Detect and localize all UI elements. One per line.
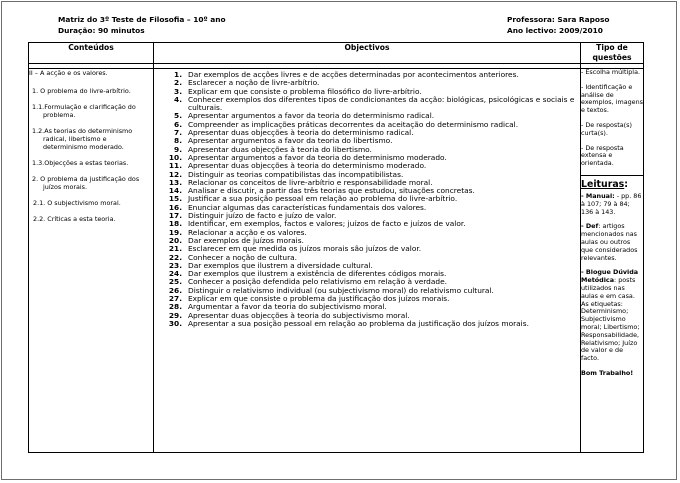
blog-text: : posts utilizados nas aulas e em casa. As etiquetas: Determinismo; Subjectivismo moral; Libertismo; Responsabilidade, Relativismo; Juízo de valor e de facto. (581, 276, 640, 363)
objective-number: 30. (168, 318, 182, 328)
content-subtopic: 2.1. O subjectivismo moral. (33, 199, 121, 207)
objective-text: Apresentar duas objecções à teoria do determinismo moderado. (188, 161, 427, 171)
objective-number: 14. (168, 186, 182, 196)
objective-number: 18. (168, 219, 182, 229)
header-objectivos: Objectivos (154, 43, 581, 64)
manual-label: - Manual: (581, 191, 615, 200)
question-type: - Identificação e análise de exemplos, imagens e textos. (581, 82, 643, 115)
def-text: : artigos mencionados nas aulas ou outros que considerados relevantes. (581, 222, 638, 262)
content-subtopic: 1.3.Objecções a estas teorias. (32, 159, 129, 167)
objective-text: Esclarecer em que medida os juízos morais são juízos de valor. (188, 244, 422, 254)
objective-text: Conhecer a posição defendida pelo relativismo em relação à verdade. (188, 277, 447, 287)
header-right (507, 14, 609, 36)
objective-number: 21. (168, 244, 182, 254)
objective-text: Compreender as implicações práticas decorrentes da aceitação do determinismo radical. (188, 119, 519, 129)
objective-text: Apresentar argumentos a favor da teoria do libertismo. (188, 136, 393, 146)
reading-blog (581, 269, 643, 363)
objective-item (154, 320, 580, 328)
teacher-name: Professora: Sara Raposo (507, 15, 610, 24)
objective-text: Distinguir o relativismo individual (ou subjectivismo moral) do relativismo cultural. (188, 285, 494, 295)
objective-number: 1. (174, 70, 182, 79)
objective-text: Apresentar argumentos a favor da teoria do determinismo radical. (188, 111, 435, 121)
objectives-list (154, 69, 580, 328)
blog-label: - Blogue Dúvida Metódica (581, 268, 639, 285)
header-tipo-questoes: Tipo de questões (581, 43, 644, 64)
objective-number: 16. (168, 202, 182, 212)
objective-number: 13. (168, 177, 182, 187)
objective-number: 27. (168, 294, 182, 304)
header-conteudos: Conteúdos (29, 43, 154, 64)
objective-item (154, 96, 580, 113)
manual-pages: - pp. 86 à 107; 79 à 84; 136 à 143. (581, 191, 642, 216)
objective-number: 29. (168, 310, 182, 320)
question-type: - De resposta(s) curta(s). (581, 120, 633, 137)
matrix-table (28, 42, 644, 453)
objective-number: 3. (174, 86, 182, 96)
objective-number: 5. (174, 111, 182, 121)
content-subtopic: 1.2.As teorias do determinismo radical, libertismo e determinismo moderado. (32, 127, 133, 151)
objective-number: 7. (174, 128, 182, 138)
objective-text: Conhecer exemplos dos diferentes tipos de condicionantes da acção: biológicas, psicológicas e sociais e culturais. (188, 94, 575, 113)
objective-text: Relacionar os conceitos de livre-arbítrio e responsabilidade moral. (188, 177, 433, 187)
content-subtopic: 1.1.Formulação e clarificação do problema. (32, 103, 136, 119)
test-title: Matriz do 3º Teste de Filosofia – 10º ano (58, 15, 226, 24)
objective-text: Explicar em que consiste o problema da justificação dos juízos morais. (188, 294, 450, 304)
objective-text: Justificar a sua posição pessoal em relação ao problema do livre-arbítrio. (188, 194, 458, 204)
question-type: - Escolha múltipla. (581, 68, 641, 76)
objective-number: 25. (168, 277, 182, 287)
objective-text: Relacionar a acção e os valores. (188, 227, 307, 237)
objective-number: 22. (168, 252, 182, 262)
objective-number: 10. (168, 152, 182, 162)
objective-text: Esclarecer a noção de livre-arbítrio. (188, 78, 320, 88)
header-left (58, 14, 226, 36)
objective-text: Identificar, em exemplos, factos e valores; juízos de facto e juízos de valor. (188, 219, 466, 229)
objective-text: Dar exemplos que ilustrem a diversidade cultural. (188, 260, 373, 270)
objective-text: Dar exemplos que ilustrem a existência de diferentes códigos morais. (188, 269, 447, 279)
objective-text: Distinguir as teorias compatibilistas das incompatibilistas. (188, 169, 404, 179)
def-label: - Def (581, 222, 599, 231)
leituras-heading (581, 175, 643, 190)
objective-text: Explicar em que consiste o problema filosófico do livre-arbítrio. (188, 86, 422, 96)
objective-number: 26. (168, 285, 182, 295)
content-topic: 1. O problema do livre-arbítrio. (32, 87, 131, 95)
objective-number: 28. (168, 302, 182, 312)
objective-number: 11. (168, 161, 182, 171)
reading-def (581, 223, 643, 262)
conteudos-cell (29, 69, 154, 453)
objective-number: 2. (174, 78, 182, 88)
content-topic: 2. O problema da justificação dos juízos morais. (32, 175, 140, 191)
objective-text: Distinguir juízo de facto e juízo de valor. (188, 211, 337, 221)
objective-number: 6. (174, 119, 182, 129)
tipo-questoes-cell (581, 69, 644, 453)
objective-text: Dar exemplos de acções livres e de acções determinadas por acontecimentos anteriores. (188, 70, 519, 79)
objective-number: 24. (168, 269, 182, 279)
objective-text: Apresentar duas objecções à teoria do determinismo radical. (188, 128, 414, 138)
objective-text: Apresentar duas objecções à teoria do subjectivismo moral. (188, 310, 410, 320)
objective-text: Apresentar a sua posição pessoal em relação ao problema da justificação dos juízos morais. (188, 318, 529, 328)
objective-text: Dar exemplos de juízos morais. (188, 235, 304, 245)
objective-text: Analisar e discutir, a partir das três teorias que estudou, situações concretas. (188, 186, 475, 196)
objectivos-cell (154, 69, 581, 453)
leituras-title: Leituras (581, 178, 625, 190)
content-row (29, 69, 644, 453)
reading-manual (581, 193, 643, 216)
objective-number: 20. (168, 235, 182, 245)
objective-text: Conhecer a noção de cultura. (188, 252, 298, 262)
objective-text: Argumentar a favor da teoria do subjectivismo moral. (188, 302, 387, 312)
closing-message: Bom Trabalho! (581, 368, 634, 377)
objective-number: 4. (174, 94, 182, 104)
objective-number: 8. (174, 136, 182, 146)
objective-text: Apresentar argumentos a favor da teoria do determinismo moderado. (188, 152, 447, 162)
objective-text: Enunciar algumas das características fundamentais dos valores. (188, 202, 427, 212)
objective-number: 12. (168, 169, 182, 179)
content-section: II – A acção e os valores. (29, 69, 108, 77)
objective-number: 17. (168, 211, 182, 221)
content-subtopic: 2.2. Críticas a esta teoria. (33, 215, 116, 223)
leituras-colon: : (624, 178, 628, 190)
test-duration: Duração: 90 minutos (58, 26, 145, 35)
question-type: - De resposta extensa e orientada. (581, 143, 624, 168)
table-header-row (29, 43, 644, 64)
objective-text: Apresentar duas objecções à teoria do libertismo. (188, 144, 372, 154)
objective-number: 15. (168, 194, 182, 204)
objective-number: 9. (174, 144, 182, 154)
objective-number: 19. (168, 227, 182, 237)
school-year: Ano lectivo: 2009/2010 (507, 26, 603, 35)
objective-number: 23. (168, 260, 182, 270)
